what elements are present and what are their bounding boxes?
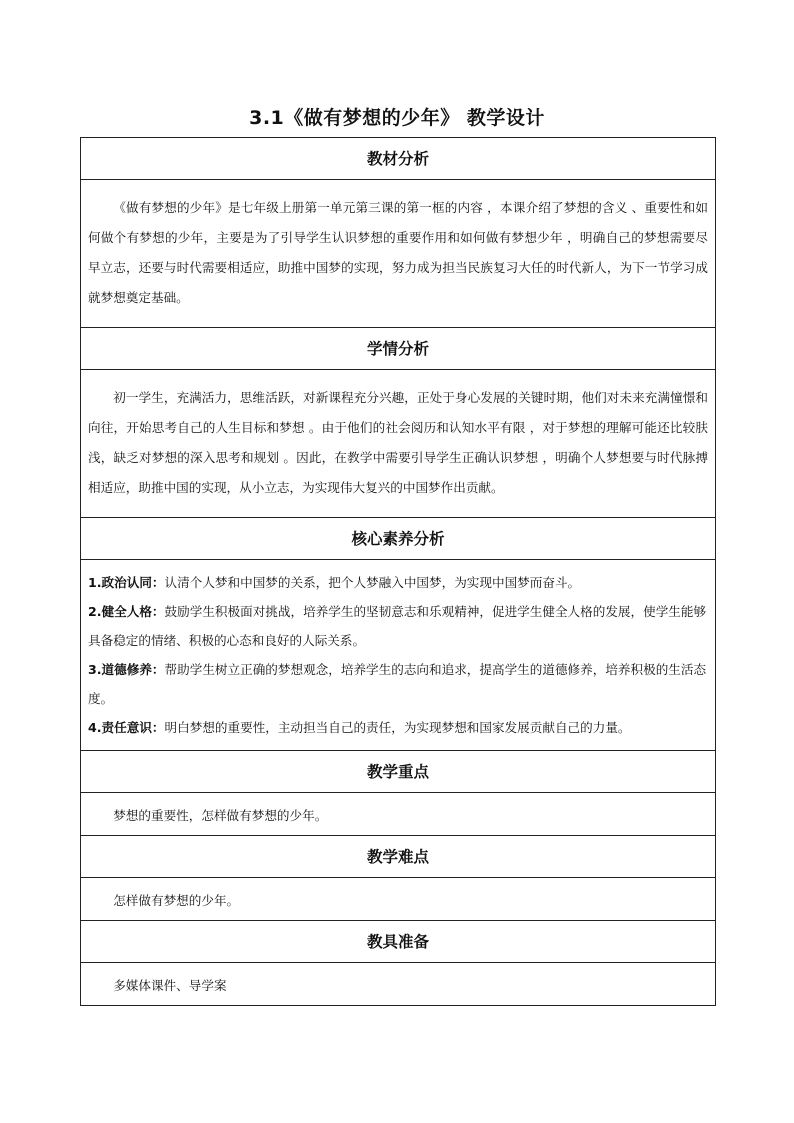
- key-points-header-row: [81, 751, 716, 793]
- materials-text: 多媒体课件、导学案: [81, 963, 716, 1006]
- difficulties-text: 怎样做有梦想的少年。: [81, 878, 716, 921]
- student-analysis-text: 初一学生，充满活力，思维活跃，对新课程充分兴趣，正处于身心发展的关键时期，他们对未来充满憧憬和向往，开始思考自己的人生目标和梦想 。由于他们的社会阅历和认知水平有限 ，对于梦想的理解可能还比较肤浅，缺乏对梦想的深入思考和规划 。因此，在教学中需要引导学生正确认识梦想 ，明确个人梦想要与时代脉搏相适应，助推中国的实现，从小立志，为实现伟大复兴的中国梦作出贡献。: [81, 370, 716, 518]
- material-analysis-text: 《做有梦想的少年》是七年级上册第一单元第三课的第一框的内容 ，本课介绍了梦想的含义 、重要性和如何做个有梦想的少年，主要是为了引导学生认识梦想的重要作用和如何做有梦想少年 ，明确自己的梦想需要尽早立志，还要与时代需要相适应，助推中国梦的实现，努力成为担当民族复习大任的时代新人，为下一节学习成就梦想奠定基础。: [81, 180, 716, 328]
- key-points-text: 梦想的重要性，怎样做有梦想的少年。: [81, 793, 716, 836]
- key-points-body-row: [81, 793, 716, 836]
- core-literacy-item-label: 4.责任意识：: [88, 720, 165, 735]
- material-analysis-header-row: [81, 138, 716, 180]
- core-literacy-item: [88, 568, 708, 597]
- difficulties-body-row: [81, 878, 716, 921]
- material-analysis-body-row: [81, 180, 716, 328]
- core-literacy-item-label: 3.道德修养：: [88, 662, 165, 677]
- student-analysis-heading: 学情分析: [81, 328, 716, 370]
- difficulties-heading: 教学难点: [81, 836, 716, 878]
- core-literacy-item: [88, 713, 708, 742]
- difficulties-header-row: [81, 836, 716, 878]
- core-literacy-item-text: 认清个人梦和中国梦的关系，把个人梦融入中国梦，为实现中国梦而奋斗。: [164, 575, 581, 590]
- core-literacy-item-text: 鼓励学生积极面对挑战，培养学生的坚韧意志和乐观精神，促进学生健全人格的发展，使学生能够具备稳定的情绪、积极的心态和良好的人际关系。: [88, 604, 707, 648]
- material-analysis-heading: 教材分析: [81, 138, 716, 180]
- core-literacy-item-text: 明白梦想的重要性，主动担当自己的责任，为实现梦想和国家发展贡献自己的力量。: [164, 720, 631, 735]
- core-literacy-body-row: [81, 560, 716, 751]
- core-literacy-list: [81, 560, 716, 751]
- document-title: 3.1《做有梦想的少年》 教学设计: [249, 107, 545, 129]
- core-literacy-item: [88, 655, 708, 713]
- core-literacy-header-row: [81, 518, 716, 560]
- student-analysis-header-row: [81, 328, 716, 370]
- core-literacy-item-text: 帮助学生树立正确的梦想观念，培养学生的志向和追求，提高学生的道德修养，培养积极的生活态度。: [88, 662, 707, 706]
- core-literacy-item-label: 2.健全人格：: [88, 604, 165, 619]
- core-literacy-item: [88, 597, 708, 655]
- lesson-plan-table: [80, 137, 716, 1006]
- core-literacy-item-label: 1.政治认同：: [88, 575, 165, 590]
- materials-header-row: [81, 921, 716, 963]
- key-points-heading: 教学重点: [81, 751, 716, 793]
- core-literacy-heading: 核心素养分析: [81, 518, 716, 560]
- student-analysis-body-row: [81, 370, 716, 518]
- materials-heading: 教具准备: [81, 921, 716, 963]
- materials-body-row: [81, 963, 716, 1006]
